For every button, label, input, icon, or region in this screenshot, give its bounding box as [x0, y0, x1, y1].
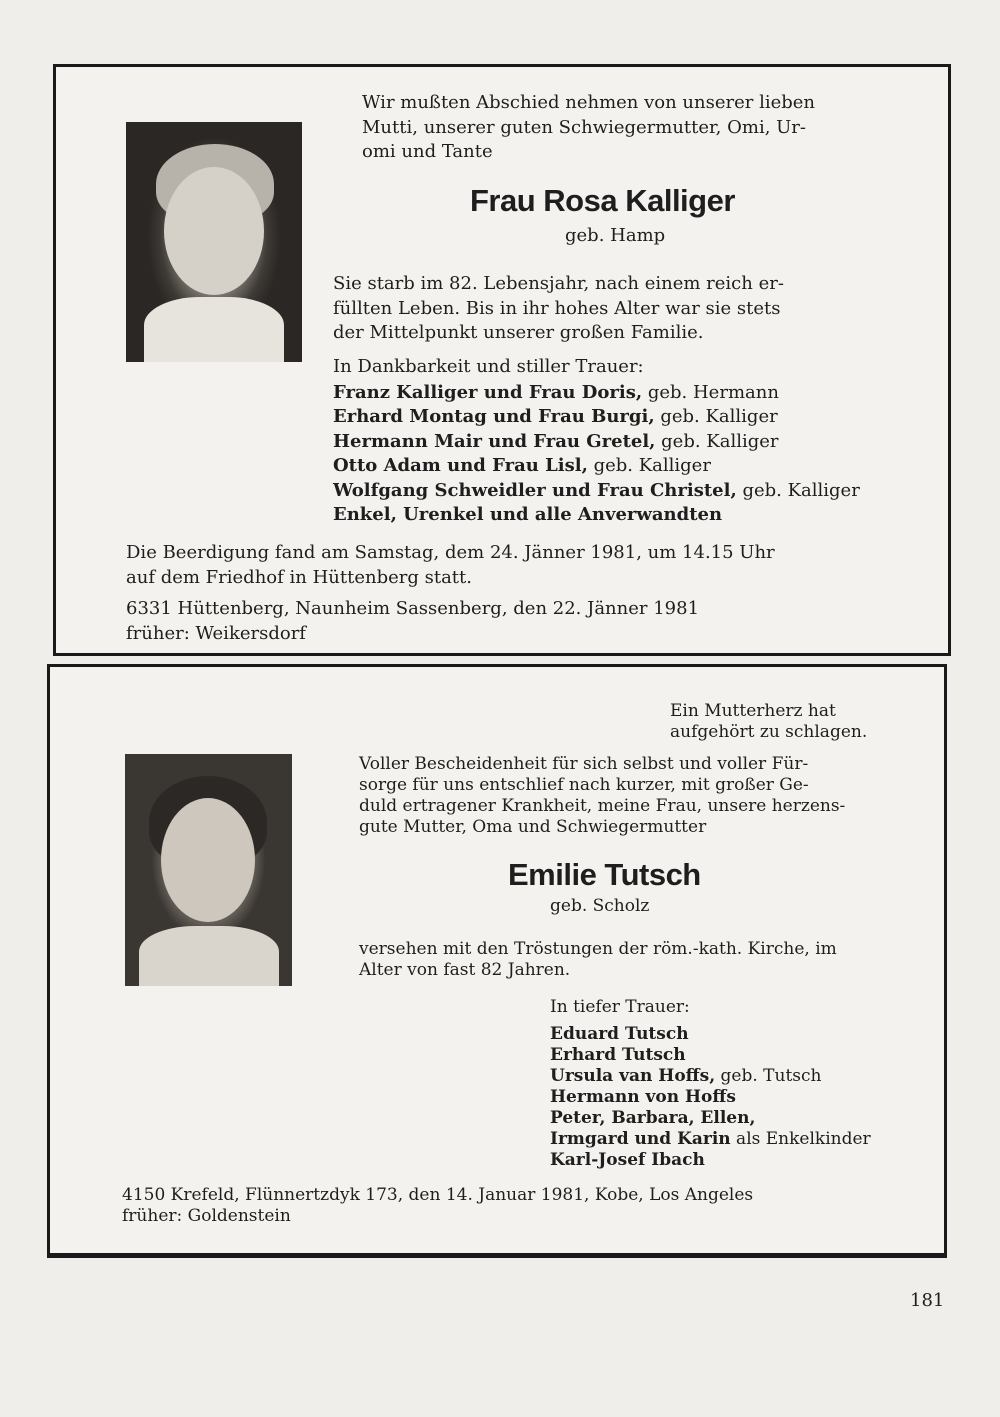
obituary-emilie-tutsch	[47, 664, 947, 1258]
portrait-photo-emilie	[125, 754, 292, 986]
place-line: 4150 Krefeld, Flünnertzdyk 173, den 14. Januar 1981, Kobe, Los Angeles	[122, 1185, 754, 1205]
mourner-name: Enkel, Urenkel und alle Anverwandten	[333, 504, 723, 525]
intro-line: gute Mutter, Oma und Schwiegermutter	[359, 817, 707, 837]
intro-line: Mutti, unserer guten Schwiegermutter, Omi, Ur-	[362, 116, 806, 138]
mourner-name: Erhard Montag und Frau Burgi,	[333, 406, 655, 427]
place-line: früher: Weikersdorf	[126, 622, 306, 644]
body-line: der Mittelpunkt unserer großen Familie.	[333, 322, 704, 343]
mourning-label: In tiefer Trauer:	[550, 997, 690, 1017]
mourner-name: Hermann von Hoffs	[550, 1087, 736, 1107]
mourner-line	[550, 1087, 871, 1108]
motto-text	[670, 701, 867, 743]
mourner-name: Otto Adam und Frau Lisl,	[333, 455, 588, 476]
body-line: Sie starb im 82. Lebensjahr, nach einem reich er-	[333, 273, 784, 294]
deceased-name: Emilie Tutsch	[508, 857, 701, 892]
mourner-line	[333, 479, 860, 504]
mourner-detail: als Enkelkinder	[730, 1129, 871, 1149]
mourner-name: Hermann Mair und Frau Gretel,	[333, 430, 656, 452]
deceased-name: Frau Rosa Kalliger	[470, 183, 735, 218]
mourning-label: In Dankbarkeit und stiller Trauer:	[333, 356, 644, 377]
intro-text	[359, 754, 845, 838]
intro-text	[362, 91, 815, 165]
intro-line: omi und Tante	[362, 141, 493, 162]
life-text	[359, 939, 837, 981]
intro-line: Voller Bescheidenheit für sich selbst und voller Für-	[359, 754, 809, 774]
obituary-rosa-kalliger	[53, 64, 951, 656]
body-line: füllten Leben. Bis in ihr hohes Alter war sie stets	[333, 297, 781, 319]
mourner-line	[550, 1129, 871, 1150]
body-line: Alter von fast 82 Jahren.	[359, 960, 571, 980]
intro-line: duld ertragener Krankheit, meine Frau, unsere herzens-	[359, 796, 846, 816]
funeral-line: Die Beerdigung fand am Samstag, dem 24. Jänner 1981, um 14.15 Uhr	[126, 542, 775, 563]
mourners-block	[550, 997, 871, 1171]
maiden-name: geb. Scholz	[550, 896, 650, 916]
mourner-line	[333, 405, 860, 430]
mourner-line	[333, 503, 860, 528]
mourner-name: Peter, Barbara, Ellen,	[550, 1108, 756, 1128]
place-line: früher: Goldenstein	[122, 1206, 291, 1226]
place-date-text	[126, 597, 699, 646]
mourner-detail: geb. Kalliger	[736, 479, 860, 501]
mourner-name: Karl-Josef Ibach	[550, 1150, 705, 1170]
portrait-photo-rosa	[126, 122, 302, 362]
funeral-line: auf dem Friedhof in Hüttenberg statt.	[126, 566, 472, 588]
life-text	[333, 272, 784, 346]
mourner-detail: geb. Kalliger	[655, 430, 779, 452]
mourner-line	[550, 1024, 871, 1045]
mourner-line	[333, 381, 860, 406]
intro-line: sorge für uns entschlief nach kurzer, mit großer Ge-	[359, 775, 809, 795]
mourner-line	[333, 454, 860, 479]
mourner-name: Ursula van Hoffs,	[550, 1066, 716, 1086]
mourner-detail: geb. Kalliger	[587, 455, 711, 476]
mourner-line	[550, 1108, 871, 1129]
mourner-name: Erhard Tutsch	[550, 1045, 686, 1065]
mourner-detail: geb. Tutsch	[715, 1066, 822, 1086]
mourner-detail: geb. Kalliger	[654, 406, 778, 427]
place-line: 6331 Hüttenberg, Naunheim Sassenberg, den 22. Jänner 1981	[126, 598, 700, 619]
mourner-line	[550, 1150, 871, 1171]
place-date-text	[122, 1185, 753, 1227]
mourner-line	[333, 430, 860, 455]
mourner-name: Wolfgang Schweidler und Frau Christel,	[333, 479, 737, 501]
mourner-line	[550, 1045, 871, 1066]
mourners-block	[333, 355, 860, 528]
intro-line: Wir mußten Abschied nehmen von unserer lieben	[362, 92, 816, 113]
body-line: versehen mit den Tröstungen der röm.-kath. Kirche, im	[359, 939, 837, 959]
funeral-text	[126, 541, 775, 590]
mourner-name: Franz Kalliger und Frau Doris,	[333, 381, 643, 403]
mourner-name: Irmgard und Karin	[550, 1129, 731, 1149]
page-number: 181	[910, 1290, 945, 1311]
motto-line: Ein Mutterherz hat	[670, 701, 836, 721]
mourner-line	[550, 1066, 871, 1087]
motto-line: aufgehört zu schlagen.	[670, 722, 868, 742]
mourner-detail: geb. Hermann	[642, 381, 779, 403]
mourner-name: Eduard Tutsch	[550, 1024, 689, 1044]
maiden-name: geb. Hamp	[565, 225, 666, 246]
